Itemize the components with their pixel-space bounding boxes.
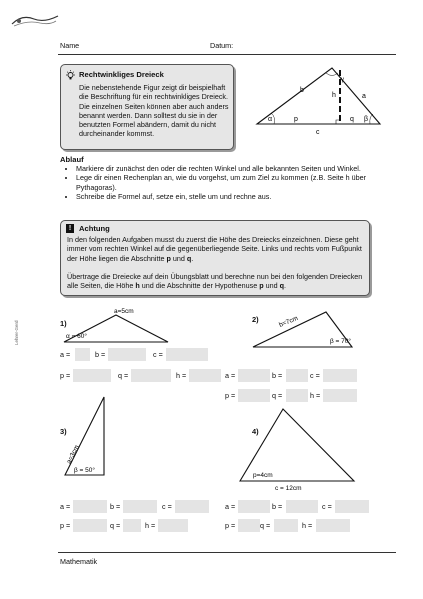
field-label-q: q = bbox=[118, 371, 129, 380]
label-alpha: α bbox=[268, 116, 273, 123]
input-q[interactable] bbox=[286, 389, 308, 402]
svg-text:α = 60°: α = 60° bbox=[66, 333, 87, 340]
input-a[interactable] bbox=[73, 500, 107, 513]
alert-icon: ! bbox=[66, 224, 74, 233]
header-line bbox=[58, 54, 396, 55]
input-b[interactable] bbox=[108, 348, 146, 361]
field-label-b: b = bbox=[110, 502, 121, 511]
input-c[interactable] bbox=[323, 369, 357, 382]
field-label-q: q = bbox=[110, 521, 121, 530]
input-b[interactable] bbox=[286, 369, 308, 382]
field-label-p: p = bbox=[225, 391, 236, 400]
input-a[interactable] bbox=[75, 348, 90, 361]
input-q[interactable] bbox=[131, 369, 171, 382]
label-p: p bbox=[294, 116, 298, 123]
task-1-triangle bbox=[60, 305, 170, 345]
label-gamma: γ bbox=[341, 77, 344, 83]
field-label-h: h = bbox=[302, 521, 313, 530]
input-p[interactable] bbox=[73, 369, 111, 382]
field-label-c: c = bbox=[162, 502, 172, 511]
ablauf-item: • Lege dir einen Rechenplan an, wie du vorgehst, um zum Ziel zu kommen (z.B. Seite h über Pythagoras). bbox=[76, 173, 376, 192]
input-b[interactable] bbox=[123, 500, 157, 513]
example-triangle bbox=[252, 62, 392, 142]
name-label: Name bbox=[60, 41, 80, 50]
label-b: b bbox=[300, 87, 304, 94]
input-p[interactable] bbox=[73, 519, 107, 532]
task-4-triangle bbox=[235, 404, 360, 494]
intro-box bbox=[60, 64, 234, 150]
intro-title: Rechtwinkliges Dreieck bbox=[79, 70, 164, 79]
field-label-c: c = bbox=[310, 371, 320, 380]
label-c: c bbox=[316, 129, 320, 136]
field-label-p: p = bbox=[60, 371, 71, 380]
svg-text:β = 50°: β = 50° bbox=[74, 467, 95, 474]
field-label-c: c = bbox=[153, 350, 163, 359]
footer-line bbox=[58, 552, 396, 553]
field-label-h: h = bbox=[145, 521, 156, 530]
task-number: 2) bbox=[252, 315, 259, 324]
intro-text: Die nebenstehende Figur zeigt dir beispielhaft die Beschriftung für ein rechtwinkliges Dreieck. Die einzelnen Seiten können aber auch anders benannt werden. Dann solltest du sie in der benutzten Formel abändern, damit du nicht durcheinander kommst. bbox=[79, 83, 229, 139]
input-p[interactable] bbox=[238, 389, 270, 402]
task-number: 4) bbox=[252, 427, 259, 436]
label-beta: β bbox=[364, 116, 369, 123]
input-b[interactable] bbox=[286, 500, 318, 513]
achtung-text-2: Übertrage die Dreiecke auf dein Übungsblatt und berechne nun bei den folgenden Dreiecken alle Seiten, die Höhe h und die Abschnitte der Hypothenuse p und q. bbox=[67, 272, 363, 291]
task-2-triangle bbox=[250, 305, 360, 350]
svg-text:a=5cm: a=5cm bbox=[114, 308, 134, 315]
field-label-c: c = bbox=[322, 502, 332, 511]
input-h[interactable] bbox=[189, 369, 221, 382]
label-h: h bbox=[332, 92, 336, 99]
label-q: q bbox=[350, 116, 354, 123]
achtung-text-1: In den folgenden Aufgaben musst du zuerst die Höhe des Dreiecks einzeichnen. Diese geht immer vom rechten Winkel auf die gegenüberliegende Seite. Links und rechts vom Fußpunkt der Höhe liegen die Abschnitte p und q. bbox=[67, 235, 362, 263]
date-label: Datum: bbox=[210, 41, 234, 50]
field-label-p: p = bbox=[225, 521, 236, 530]
ablauf-list bbox=[64, 164, 376, 201]
svg-text:b=7cm: b=7cm bbox=[278, 314, 300, 329]
svg-text:c = 12cm: c = 12cm bbox=[275, 485, 302, 492]
field-label-a: a = bbox=[60, 502, 71, 511]
task-3-triangle bbox=[60, 392, 120, 480]
field-label-q: q = bbox=[272, 391, 283, 400]
input-q[interactable] bbox=[274, 519, 298, 532]
field-label-a: a = bbox=[60, 350, 71, 359]
input-c[interactable] bbox=[335, 500, 369, 513]
svg-text:a=3cm: a=3cm bbox=[65, 444, 81, 465]
input-h[interactable] bbox=[316, 519, 350, 532]
input-a[interactable] bbox=[238, 500, 270, 513]
input-q[interactable] bbox=[123, 519, 141, 532]
field-label-a: a = bbox=[225, 371, 236, 380]
task-number: 1) bbox=[60, 319, 67, 328]
field-label-a: a = bbox=[225, 502, 236, 511]
input-c[interactable] bbox=[166, 348, 208, 361]
achtung-box bbox=[60, 220, 370, 296]
footer-subject: Mathematik bbox=[60, 557, 98, 566]
input-p[interactable] bbox=[238, 519, 260, 532]
input-c[interactable] bbox=[175, 500, 209, 513]
field-label-q: q = bbox=[260, 521, 271, 530]
input-h[interactable] bbox=[323, 389, 357, 402]
task-number: 3) bbox=[60, 427, 67, 436]
svg-text:p=4cm: p=4cm bbox=[253, 472, 273, 479]
ablauf-title: Ablauf bbox=[60, 155, 84, 164]
lightbulb-icon bbox=[65, 68, 76, 86]
field-label-b: b = bbox=[272, 371, 283, 380]
field-label-h: h = bbox=[176, 371, 187, 380]
logo bbox=[10, 10, 60, 30]
achtung-title: Achtung bbox=[79, 224, 110, 233]
ablauf-item: • Markiere dir zunächst den oder die rechten Winkel und alle bekannten Seiten und Winkel. bbox=[76, 164, 376, 173]
ablauf-item: • Schreibe die Formel auf, setze ein, stelle um und rechne aus. bbox=[76, 192, 376, 201]
field-label-h: h = bbox=[310, 391, 321, 400]
field-label-b: b = bbox=[272, 502, 283, 511]
side-label: Lehrer-Gerd bbox=[14, 320, 19, 345]
label-a: a bbox=[362, 93, 366, 100]
field-label-b: b = bbox=[95, 350, 106, 359]
field-label-p: p = bbox=[60, 521, 71, 530]
input-h[interactable] bbox=[158, 519, 188, 532]
svg-text:β = 70°: β = 70° bbox=[330, 338, 351, 345]
input-a[interactable] bbox=[238, 369, 270, 382]
